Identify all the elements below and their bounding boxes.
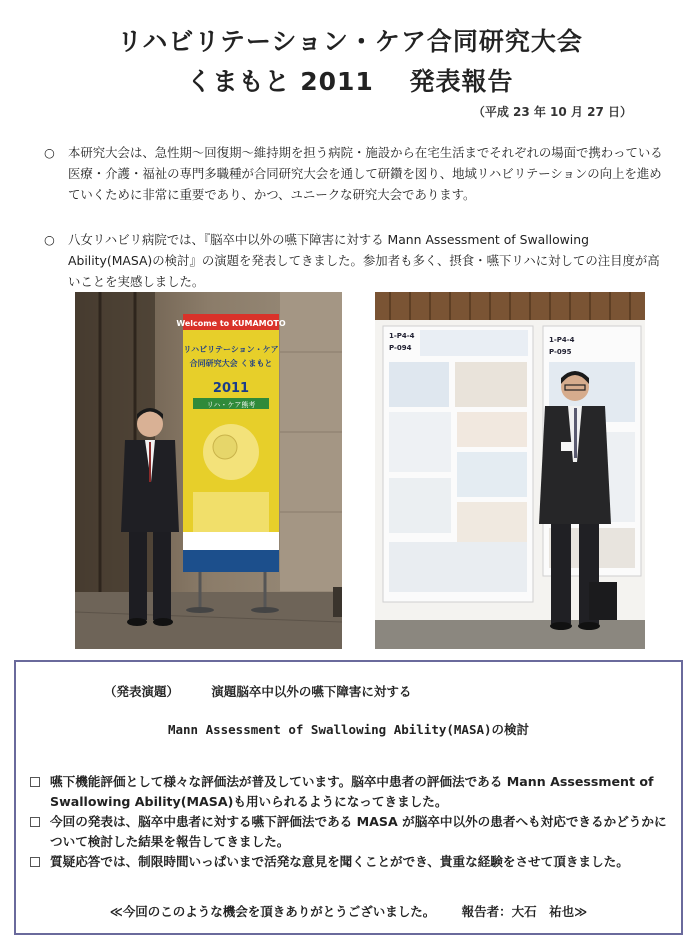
presentation-label: （発表演題） (104, 684, 180, 699)
square-bullet-icon (30, 817, 40, 827)
intro-paragraph-2-text: 八女リハビリ病院では、『脳卒中以外の嚥下障害に対する Mann Assessment of Swallowing Ability(MASA)の検討』の演題を発表してきました。参加者も多く、摂食・嚥下リハに対しての注目度が高いことを実感しました。 (68, 232, 660, 289)
reporter-name: 報告者：大石 祐也≫ (461, 904, 588, 919)
report-date: （平成 23 年 10 月 27 日） (472, 105, 632, 119)
poster1-code1: 1-P4-4 (389, 332, 415, 340)
list-item (30, 852, 670, 872)
square-bullet-icon (30, 857, 40, 867)
list-item (30, 772, 670, 812)
list-item (30, 812, 670, 852)
banner-line2: 合同研究大会 くまもと (189, 359, 273, 368)
intro-paragraph-2 (44, 229, 664, 292)
presentation-report-box (14, 660, 683, 935)
circle-bullet-icon: ○ (44, 145, 55, 160)
banner-year: 2011 (212, 381, 250, 396)
poster1-code2: P-094 (389, 344, 412, 352)
photo-banner (75, 292, 342, 649)
square-bullet-icon (30, 777, 40, 787)
intro-paragraph-1-text: 本研究大会は、急性期〜回復期〜維持期を担う病院・施設から在宅生活までそれぞれの場面で携わっている医療・介護・福祉の専門多職種が合同研究大会を通して研鑽を図り、地域リハビリテーションの向上を進めていくために非常に重要であり、かつ、ユニークな研究大会であります。 (68, 145, 663, 202)
banner-sub: リハ・ケア熊考 (206, 401, 256, 409)
report-bullet-list (30, 772, 670, 872)
presentation-subtitle: Mann Assessment of Swallowing Ability(MASA)の検討 (167, 722, 530, 737)
presentation-header (104, 682, 411, 700)
poster2-code2: P-095 (549, 348, 572, 356)
closing-message: ≪今回のこのような機会を頂きありがとうございました。 (109, 904, 436, 919)
page-title-line1: リハビリテーション・ケア合同研究大会 (117, 27, 583, 56)
photo-poster (375, 292, 645, 649)
banner-line1: リハビリテーション・ケア (183, 345, 279, 354)
poster2-code1: 1-P4-4 (549, 336, 575, 344)
circle-bullet-icon: ○ (44, 232, 55, 247)
bullet-text: 嚥下機能評価として様々な評価法が普及しています。脳卒中患者の評価法である Mann Assessment of Swallowing Ability(MASA)も用いられるようになってきました。 (50, 774, 654, 809)
intro-paragraph-1 (44, 142, 664, 205)
bullet-text: 質疑応答では、制限時間いっぱいまで活発な意見を聞くことができ、貴重な経験をさせて頂きました。 (50, 854, 629, 869)
photo-banner-image (75, 292, 342, 649)
closing-line (16, 902, 681, 920)
photo-poster-image (375, 292, 645, 649)
page-title-line2: くまもと 2011 発表報告 (186, 67, 514, 96)
presentation-title: 演題脳卒中以外の嚥下障害に対する (211, 684, 412, 699)
banner-welcome: Welcome to KUMAMOTO (176, 319, 286, 328)
bullet-text: 今回の発表は、脳卒中患者に対する嚥下評価法である MASA が脳卒中以外の患者へも対応できるかどうかについて検討した結果を報告してきました。 (50, 814, 667, 849)
